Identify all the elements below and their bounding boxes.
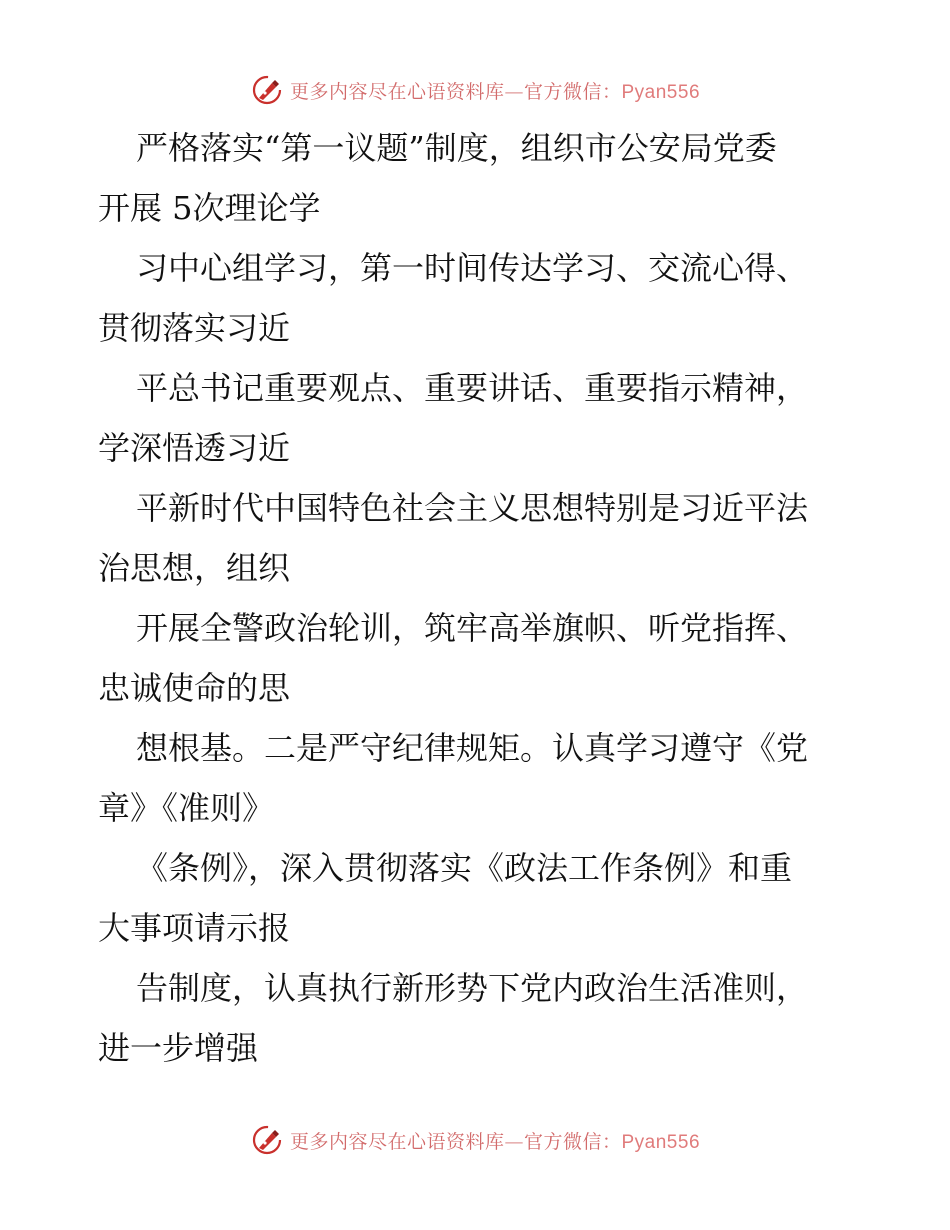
document-body — [98, 118, 858, 1078]
header-banner-text — [290, 77, 700, 104]
body-line-text: 学深悟透习近 — [98, 429, 291, 467]
footer-brand: 更多内容尽在心语资料库 — [289, 1130, 505, 1153]
footer-banner-text — [290, 1127, 700, 1154]
header-contact-label: 官方微信： — [523, 80, 622, 103]
body-line — [98, 838, 858, 898]
body-line — [98, 478, 858, 538]
header-banner — [0, 72, 950, 108]
header-contact-handle: Pyan556 — [621, 81, 701, 103]
body-line-text: 治思想，组织 — [98, 549, 291, 587]
footer-banner — [0, 1122, 950, 1158]
body-line — [98, 538, 858, 598]
body-line — [98, 238, 858, 298]
body-line-text: 忠诚使命的思 — [98, 669, 291, 707]
body-line-text: 进一步增强 — [98, 1029, 259, 1067]
body-line — [98, 298, 858, 358]
body-line — [98, 898, 858, 958]
body-line-text: 严格落实“第一议题”制度，组织市公安局党委 — [136, 129, 777, 167]
body-line-text: 习中心组学习，第一时间传达学习、交流心得、 — [136, 249, 809, 287]
pen-nib-swirl-logo-icon — [250, 1123, 284, 1157]
body-line — [98, 358, 858, 418]
header-separator: — — [504, 80, 524, 103]
body-line-text: 想根基。二是严守纪律规矩。认真学习遵守《党 — [136, 729, 809, 767]
body-line — [98, 118, 858, 178]
body-line-text: 平总书记重要观点、重要讲话、重要指示精神， — [136, 369, 809, 407]
body-line-text: 大事项请示报 — [98, 909, 291, 947]
body-line-text: 章》《准则》 — [98, 789, 275, 827]
body-line-text: 平新时代中国特色社会主义思想特别是习近平法 — [136, 489, 809, 527]
body-line-text: 开展 5次理论学 — [98, 189, 321, 227]
body-line — [98, 718, 858, 778]
body-line-text: 开展全警政治轮训，筑牢高举旗帜、听党指挥、 — [136, 609, 809, 647]
body-line — [98, 1018, 858, 1078]
body-line — [98, 178, 858, 238]
body-line-text: 贯彻落实习近 — [98, 309, 291, 347]
footer-contact-label: 官方微信： — [523, 1130, 622, 1153]
body-line — [98, 778, 858, 838]
body-line — [98, 598, 858, 658]
body-line-text: 《条例》，深入贯彻落实《政法工作条例》和重 — [136, 849, 793, 887]
body-line — [98, 658, 858, 718]
pen-nib-swirl-logo-icon — [250, 73, 284, 107]
header-brand: 更多内容尽在心语资料库 — [289, 80, 505, 103]
body-line-text: 告制度，认真执行新形势下党内政治生活准则， — [136, 969, 809, 1007]
footer-separator: — — [504, 1130, 524, 1153]
body-line — [98, 418, 858, 478]
footer-contact-handle: Pyan556 — [621, 1131, 701, 1153]
body-line — [98, 958, 858, 1018]
